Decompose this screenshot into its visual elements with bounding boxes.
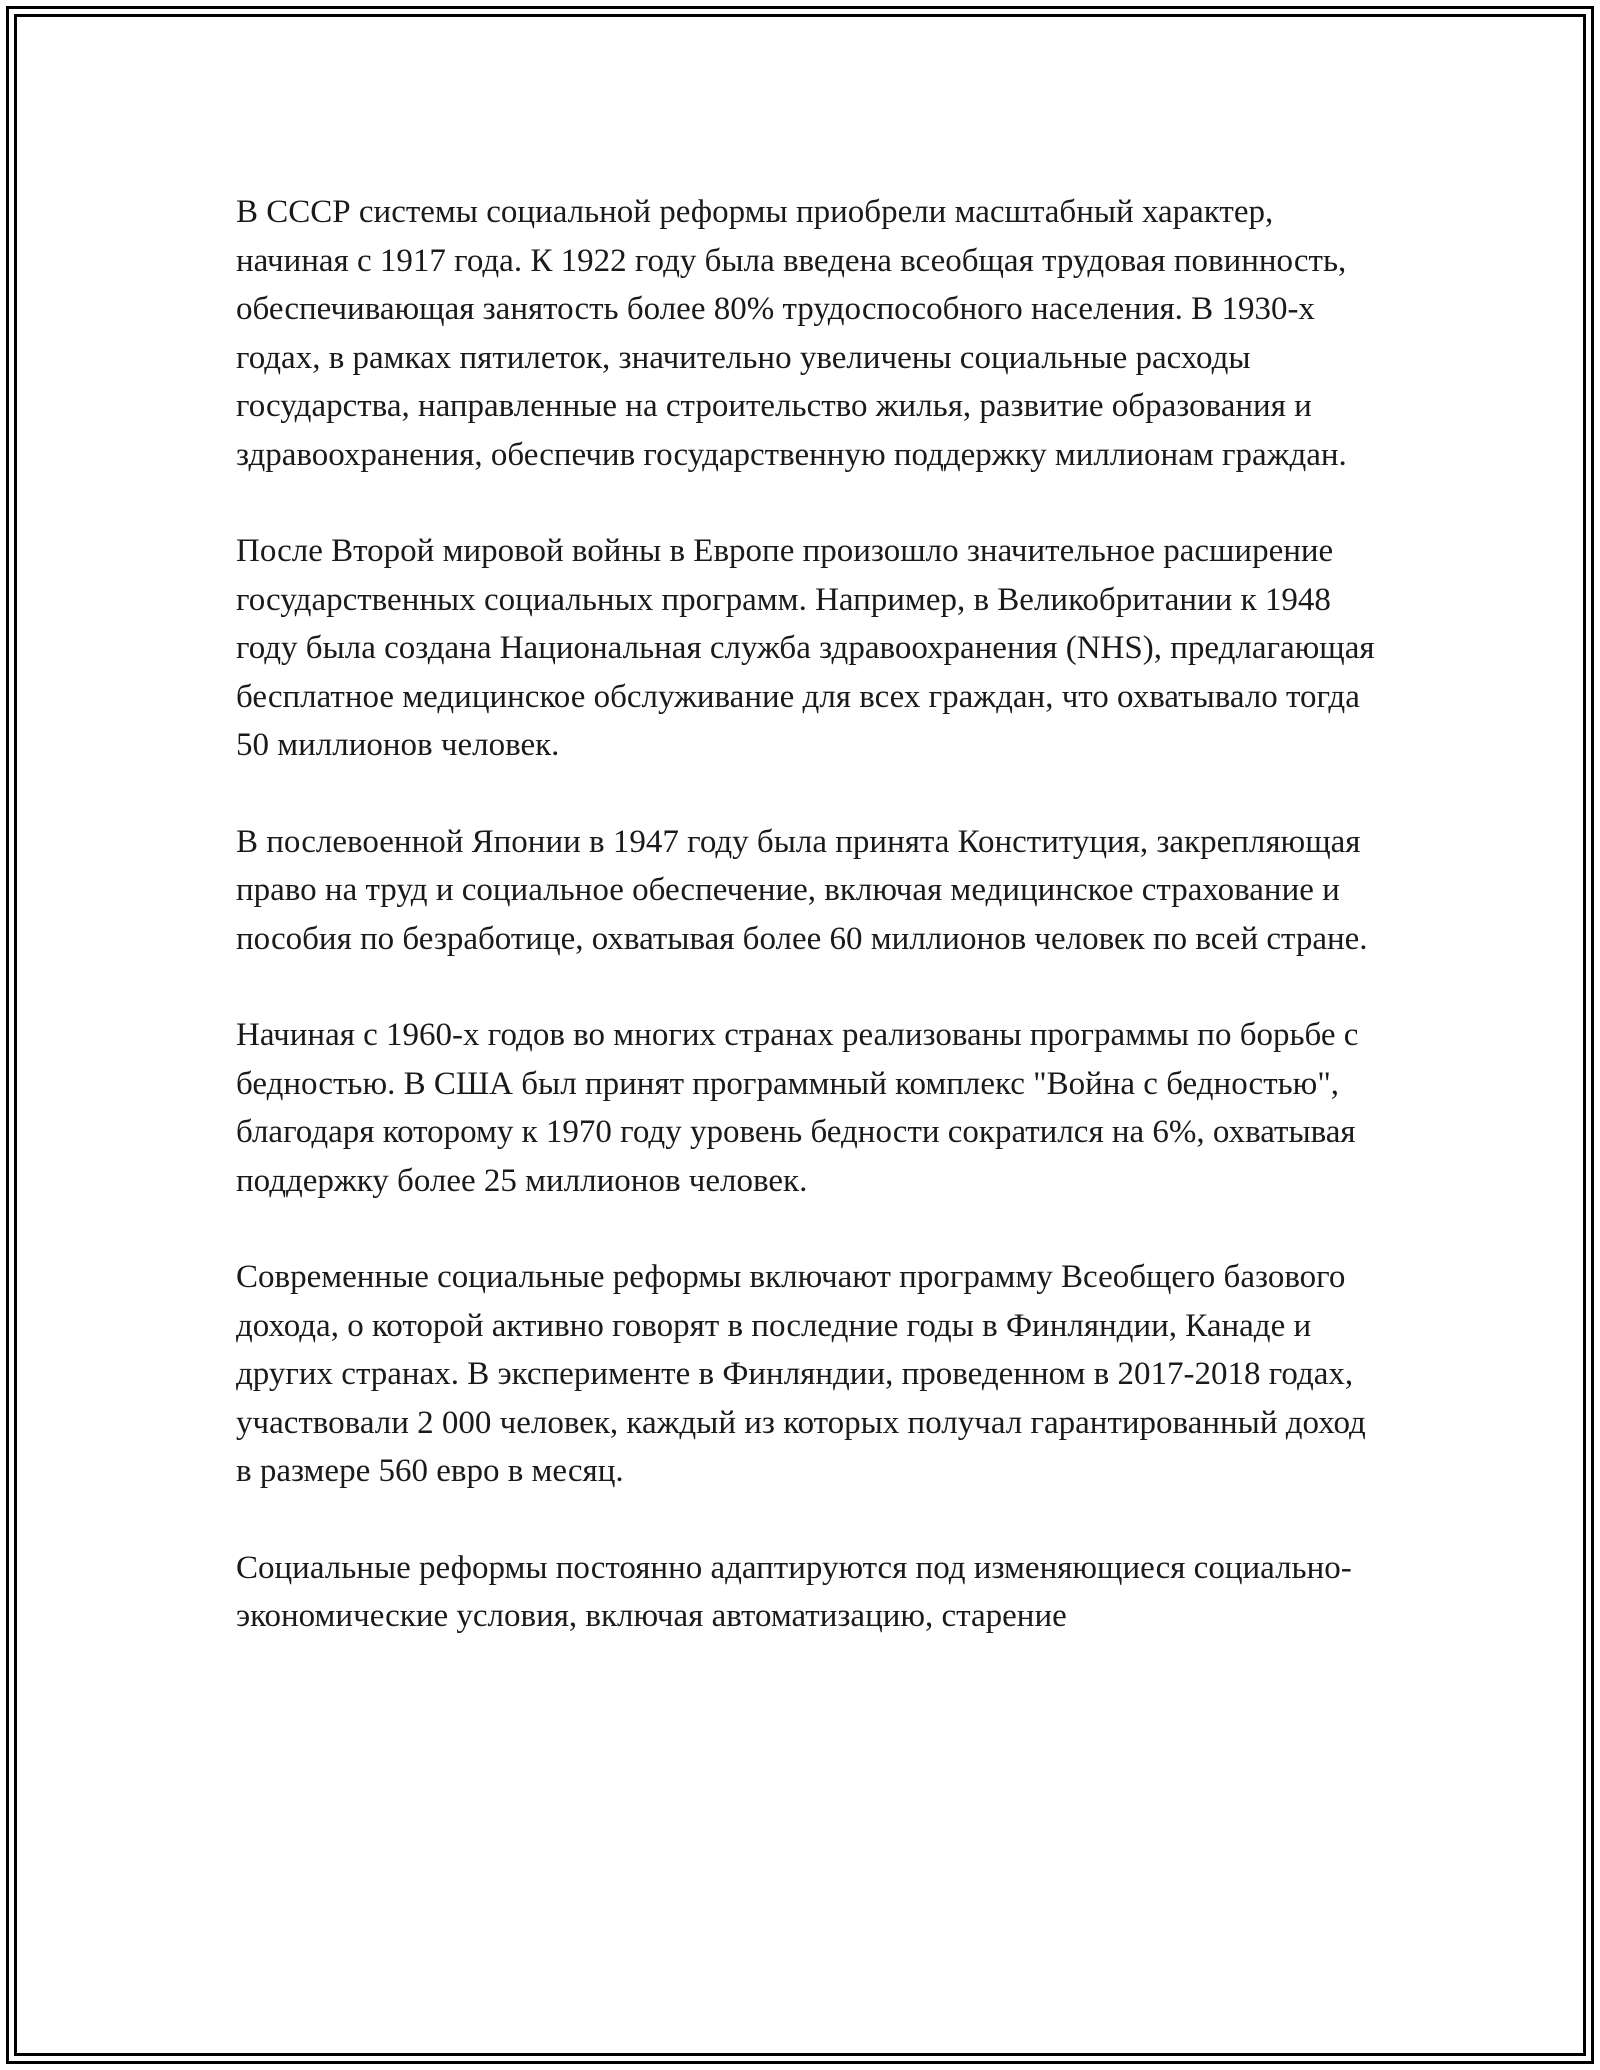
- paragraph-postwar-japan: В послевоенной Японии в 1947 году была принята Конституция, закрепляющая право на труд и социальное обеспечение, включая медицинское страхование и пособия по безработице, охватывая более 60 миллионов человек по всей стране.: [236, 823, 1368, 957]
- paragraph-ussr-social-reform: В СССР системы социальной реформы приобрели масштабный характер, начиная с 1917 года. К 1922 году была введена всеобщая трудовая повинность, обеспечивающая занятость более 80% трудоспособного населения. В 1930-х годах, в рамках пятилеток, значительно увеличены социальные расходы государства, направленные на строительство жилья, развитие образования и здравоохранения, обеспечив государственную поддержку миллионам граждан.: [236, 194, 1347, 473]
- paragraph-postwar-europe: После Второй мировой войны в Европе произошло значительное расширение государственных социальных программ. Например, в Великобритании к 1948 году была создана Национальная служба здравоохранения (NHS), предлагающая бесплатное медицинское обслуживание для всех граждан, что охватывало тогда 50 миллионов человек.: [236, 533, 1375, 763]
- paragraph-adaptation: Социальные реформы постоянно адаптируются под изменяющиеся социально-экономические условия, включая автоматизацию, старение: [236, 1549, 1352, 1634]
- paragraph-universal-basic-income: Современные социальные реформы включают программу Всеобщего базового дохода, о которой активно говорят в последние годы в Финляндии, Канаде и других странах. В эксперименте в Финляндии, проведенном в 2017-2018 годах, участвовали 2 000 человек, каждый из которых получал гарантированный доход в размере 560 евро в месяц.: [236, 1259, 1366, 1489]
- paragraph-war-on-poverty: Начиная с 1960-х годов во многих странах реализованы программы по борьбе с бедностью. В США был принят программный комплекс "Война с бедностью", благодаря которому к 1970 году уровень бедности сократился на 6%, охватывая поддержку более 25 миллионов человек.: [236, 1017, 1359, 1199]
- document-body: [236, 188, 1376, 1689]
